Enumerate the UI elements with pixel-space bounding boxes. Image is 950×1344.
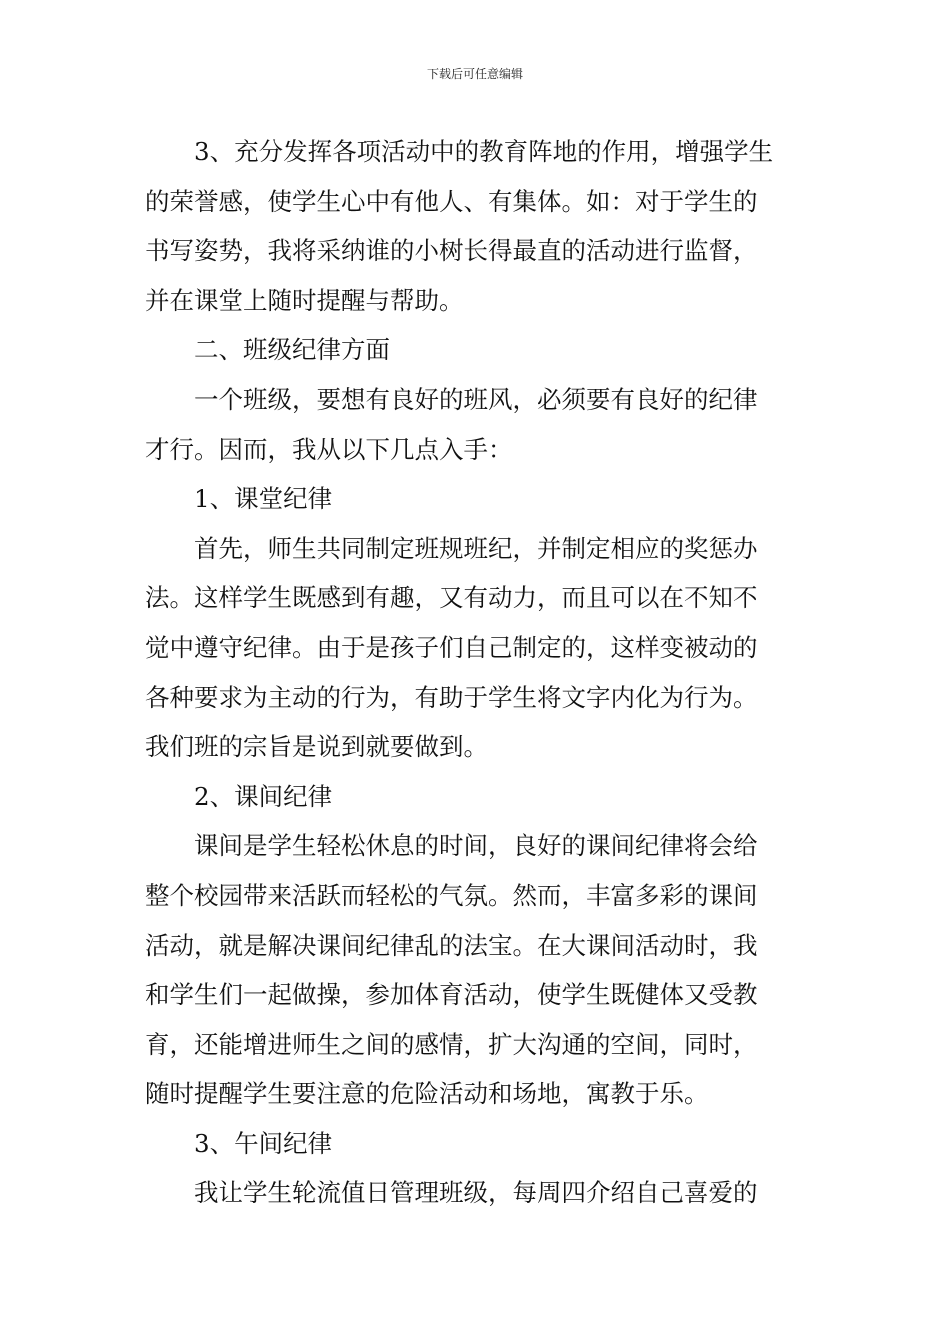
text-line: 1、课堂纪律	[194, 484, 333, 514]
text-line: 我让学生轮流值日管理班级，每周四介绍自己喜爱的	[194, 1178, 758, 1208]
text-line: 随时提醒学生要注意的危险活动和场地，寓教于乐。	[145, 1079, 709, 1109]
text-line: 觉中遵守纪律。由于是孩子们自己制定的，这样变被动的	[145, 632, 758, 662]
text-line: 整个校园带来活跃而轻松的气氛。然而，丰富多彩的课间	[145, 880, 758, 910]
text-line: 各种要求为主动的行为，有助于学生将文字内化为行为。	[145, 682, 758, 712]
text-line: 和学生们一起做操，参加体育活动，使学生既健体又受教	[145, 980, 758, 1010]
text-line: 的荣誉感，使学生心中有他人、有集体。如：对于学生的	[145, 186, 758, 216]
text-line: 3、充分发挥各项活动中的教育阵地的作用，增强学生	[194, 137, 774, 166]
page-header: 下载后可任意编辑	[426, 67, 523, 81]
text-line: 育，还能增进师生之间的感情，扩大沟通的空间，同时，	[145, 1029, 758, 1059]
text-line: 并在课堂上随时提醒与帮助。	[145, 285, 464, 315]
text-line: 2、课间纪律	[194, 781, 333, 811]
text-line: 二、班级纪律方面	[194, 335, 390, 365]
text-line: 书写姿势，我将采纳谁的小树长得最直的活动进行监督，	[145, 236, 758, 266]
document-body	[145, 127, 807, 1218]
text-line: 活动，就是解决课间纪律乱的法宝。在大课间活动时，我	[145, 930, 758, 960]
text-line: 我们班的宗旨是说到就要做到。	[145, 732, 488, 762]
text-line: 课间是学生轻松休息的时间，良好的课间纪律将会给	[194, 831, 758, 861]
text-line: 法。这样学生既感到有趣，又有动力，而且可以在不知不	[145, 583, 758, 613]
text-line: 首先，师生共同制定班规班纪，并制定相应的奖惩办	[194, 533, 758, 563]
text-line: 才行。因而，我从以下几点入手：	[145, 434, 513, 464]
text-line: 一个班级，要想有良好的班风，必须要有良好的纪律	[194, 384, 758, 414]
text-line: 3、午间纪律	[194, 1128, 333, 1158]
